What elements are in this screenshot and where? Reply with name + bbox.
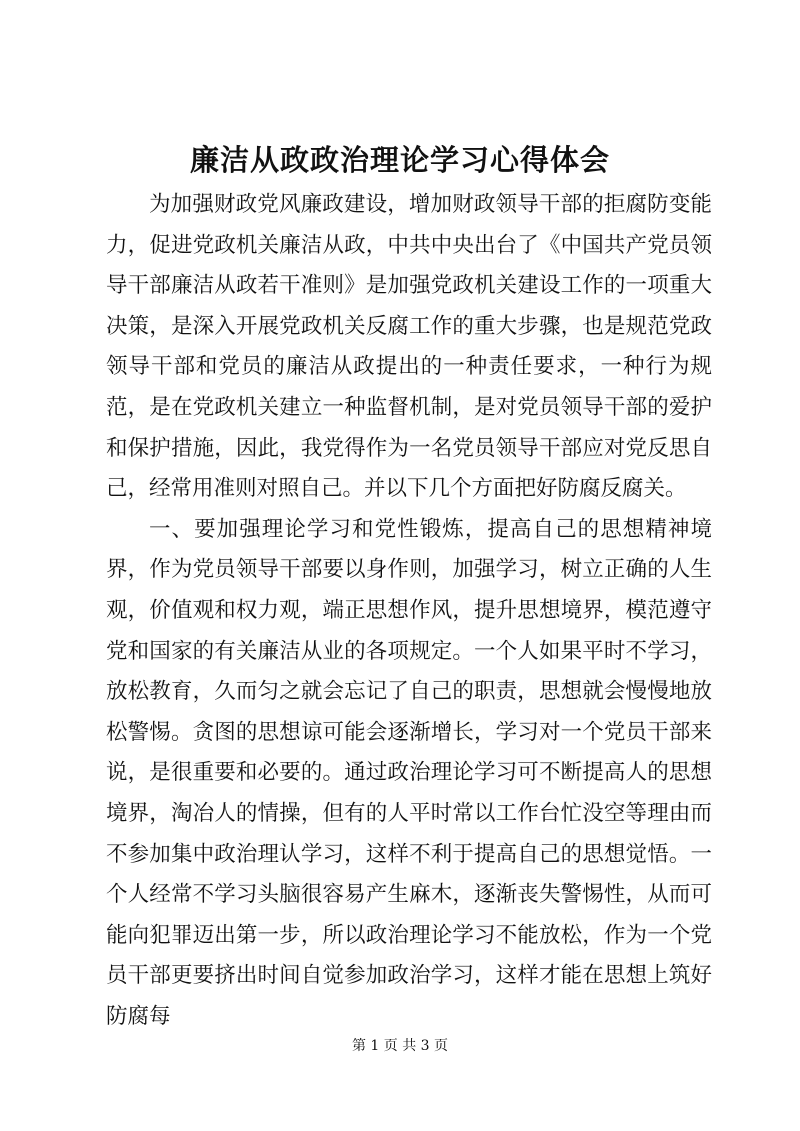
paragraph-2: 一、要加强理论学习和党性锻炼，提高自己的思想精神境界，作为党员领导干部要以身作则，加强学习，树立正确的人生观，价值观和权力观，端正思想作风，提升思想境界，模范遵守党和国家的有关廉洁从业的各项规定。一个人如果平时不学习，放松教育，久而匀之就会忘记了自己的职责，思想就会慢慢地放松警惕。贪图的思想谅可能会逐渐增长，学习对一个党员干部来说，是很重要和必要的。通过政治理论学习可不断提高人的思想境界，淘冶人的情操，但有的人平时常以工作台忙没空等理由而不参加集中政治理认学习，这样不利于提高自己的思想觉悟。一个人经常不学习头脑很容易产生麻木，逐渐丧失警惕性，从而可能向犯罪迈出第一步，所以政治理论学习不能放松，作为一个党员干部更要挤出时间自觉参加政治学习，这样才能在思想上筑好防腐每 [106,516,712,1029]
document-title: 廉洁从政政治理论学习心得体会 [189,143,610,177]
document-body [106,185,712,1037]
page-footer: 第 1 页 共 3 页 [351,1038,449,1054]
paragraph-1: 为加强财政党风廉政建设，增加财政领导干部的拒腐防变能力，促进党政机关廉洁从政，中共中央出台了《中国共产党员领导干部廉洁从政若干准则》是加强党政机关建设工作的一项重大决策，是深入开展党政机关反腐工作的重大步骤，也是规范党政领导干部和党员的廉洁从政提出的一种责任要求，一种行为规范，是在党政机关建立一种监督机制，是对党员领导干部的爱护和保护措施，因此，我党得作为一名党员领导干部应对党反思自己，经常用准则对照自己。并以下几个方面把好防腐反腐关。 [106,192,712,502]
